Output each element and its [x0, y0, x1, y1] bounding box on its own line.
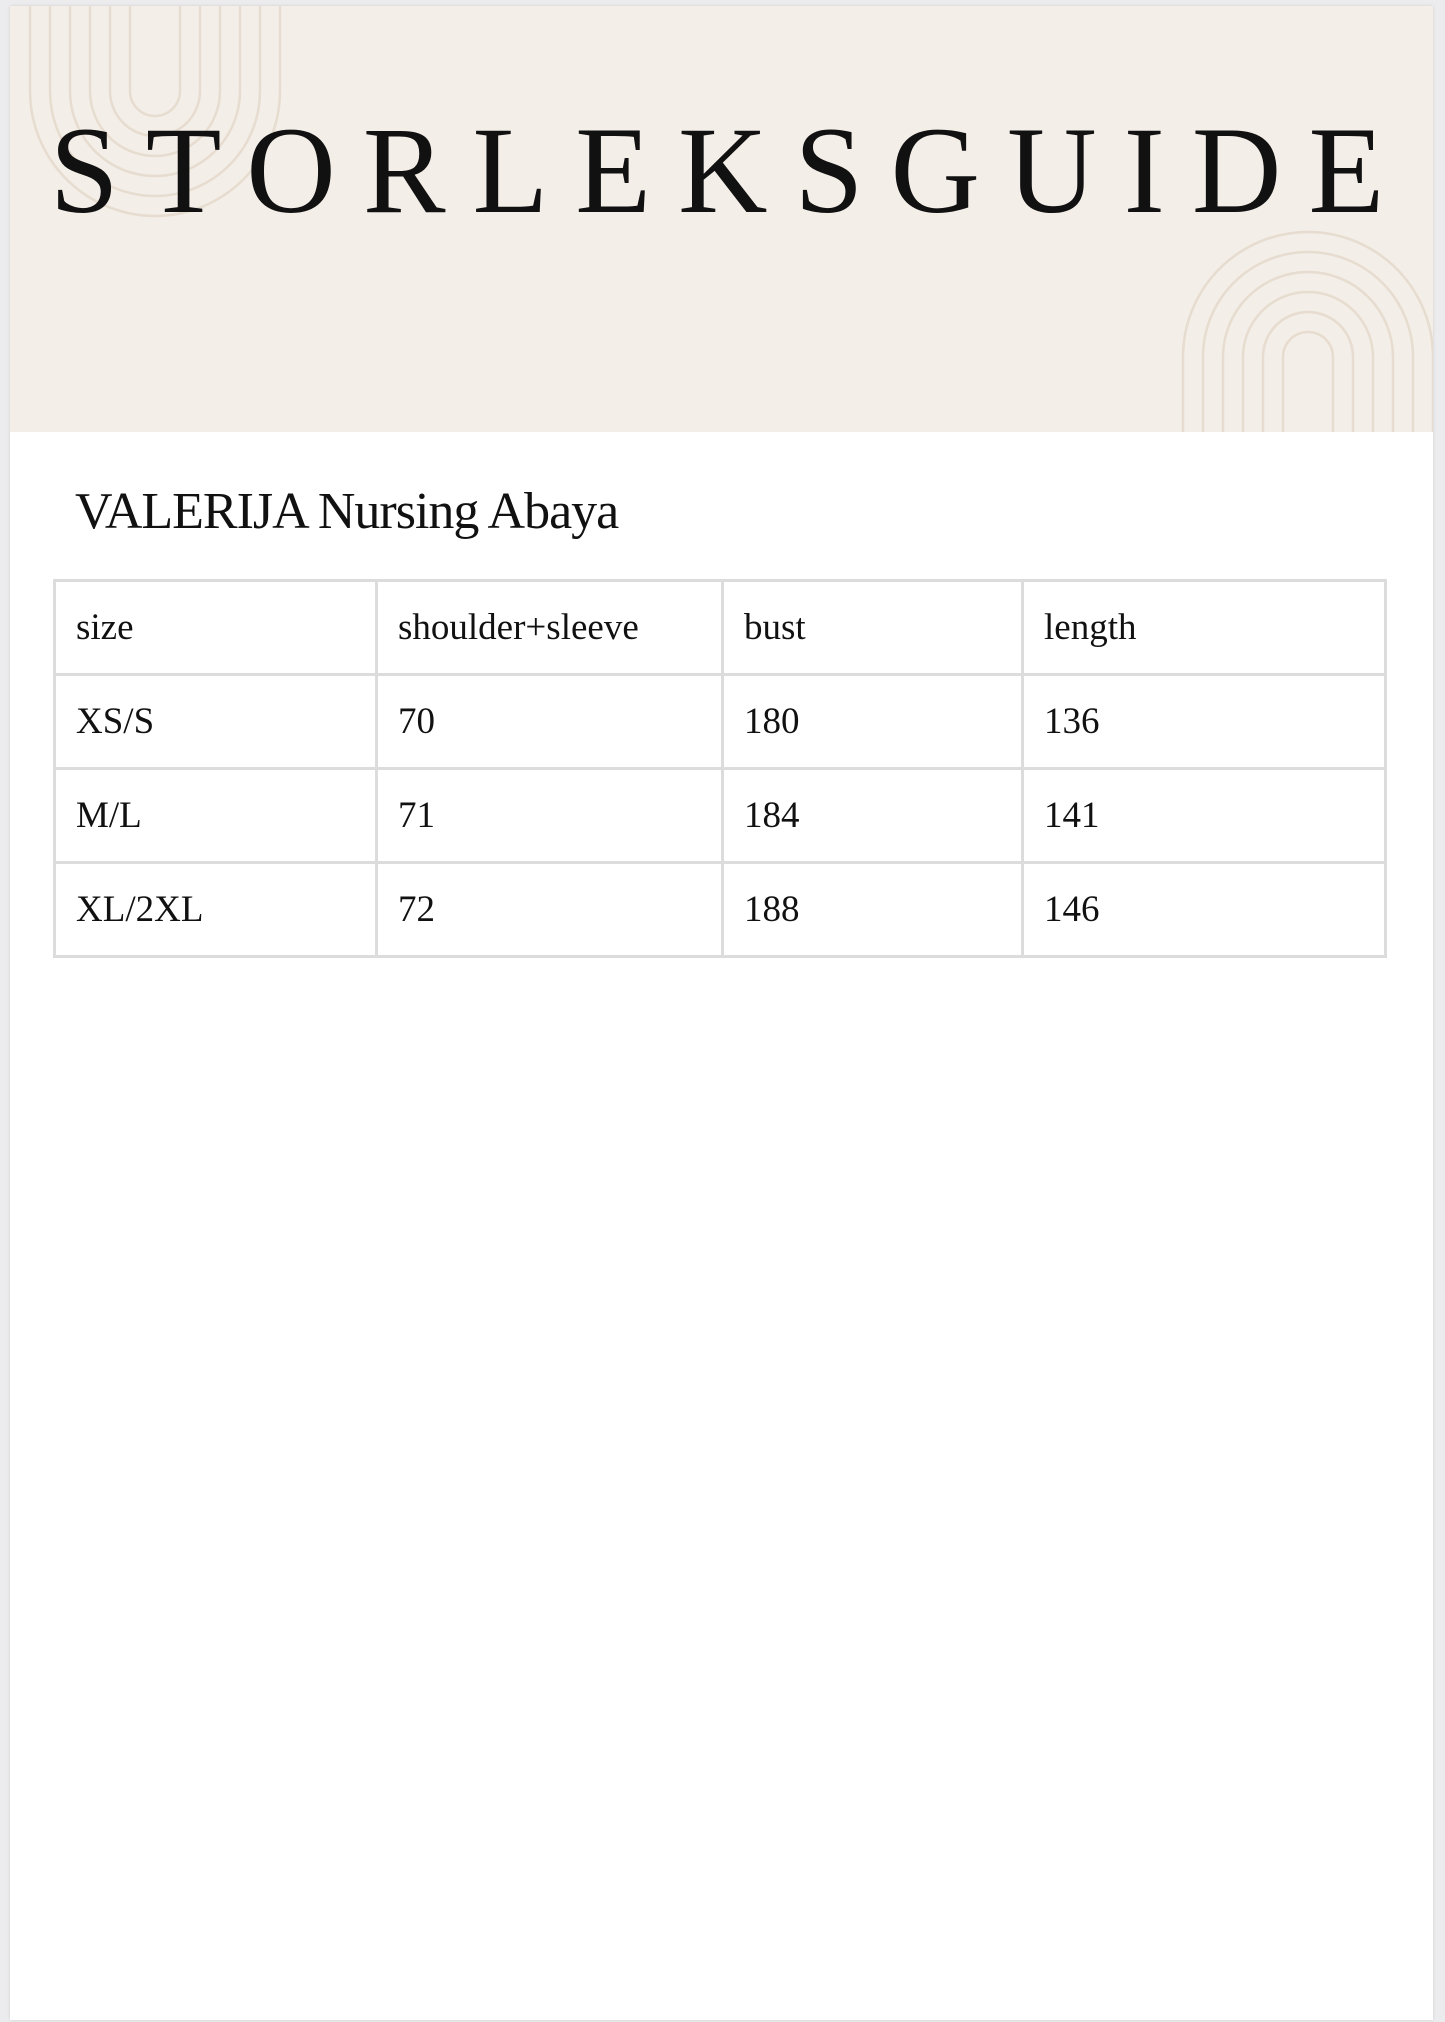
- column-header-size: size: [55, 581, 377, 675]
- table-row: [55, 863, 1386, 957]
- cell-bust: 184: [723, 769, 1023, 863]
- cell-bust: 180: [723, 675, 1023, 769]
- page-title: STORLEKSGUIDE: [49, 102, 1412, 239]
- column-header-bust: bust: [723, 581, 1023, 675]
- cell-length: 141: [1023, 769, 1386, 863]
- cell-size: XL/2XL: [55, 863, 377, 957]
- table-header-row: [55, 581, 1386, 675]
- table-row: [55, 675, 1386, 769]
- size-guide-page: [10, 6, 1433, 2020]
- product-title: VALERIJA Nursing Abaya: [75, 483, 619, 540]
- cell-size: XS/S: [55, 675, 377, 769]
- table-row: [55, 769, 1386, 863]
- cell-length: 146: [1023, 863, 1386, 957]
- column-header-shoulder-sleeve: shoulder+sleeve: [377, 581, 723, 675]
- cell-size: M/L: [55, 769, 377, 863]
- cell-bust: 188: [723, 863, 1023, 957]
- size-table: [53, 579, 1387, 958]
- cell-shoulder-sleeve: 71: [377, 769, 723, 863]
- arch-decoration-bottom-right: [1163, 217, 1433, 432]
- cell-shoulder-sleeve: 72: [377, 863, 723, 957]
- cell-length: 136: [1023, 675, 1386, 769]
- cell-shoulder-sleeve: 70: [377, 675, 723, 769]
- column-header-length: length: [1023, 581, 1386, 675]
- header-banner: [10, 6, 1433, 432]
